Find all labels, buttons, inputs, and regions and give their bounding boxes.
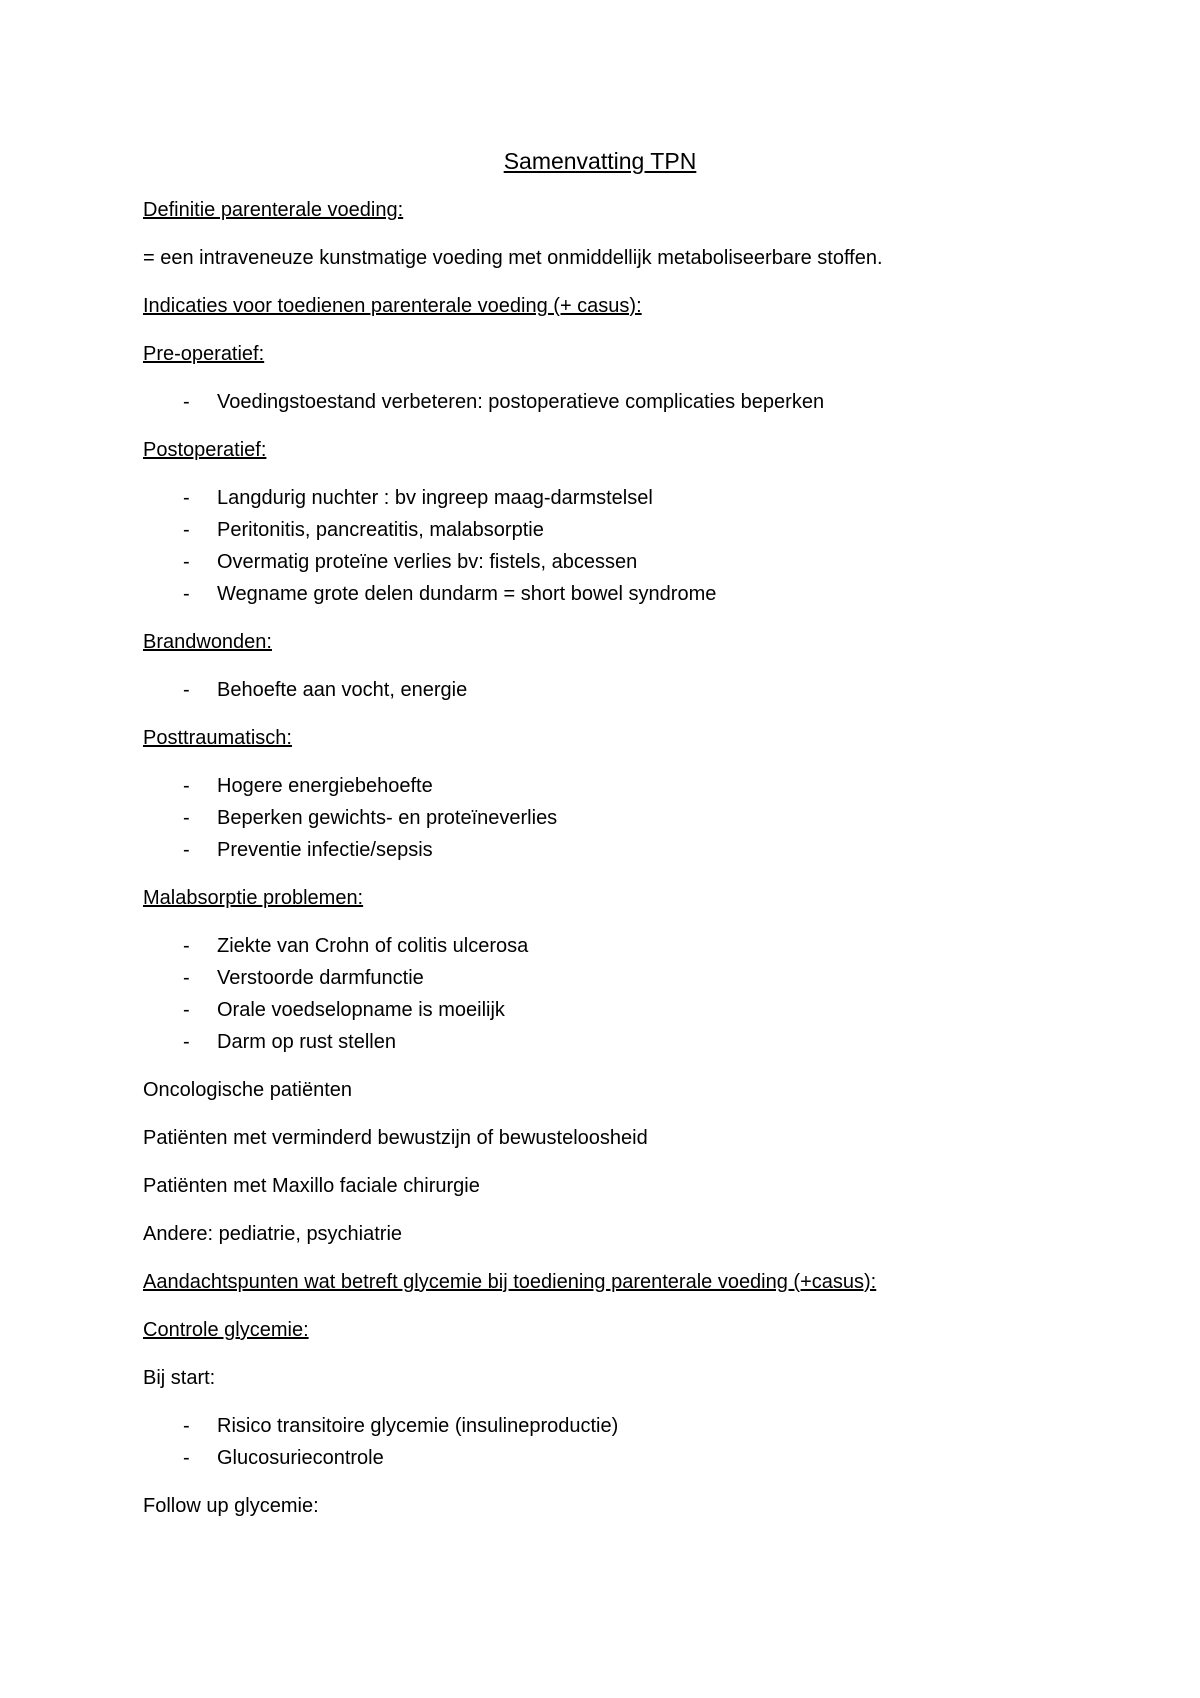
bullet-dash: -	[183, 679, 190, 701]
list-item: Darm op rust stellen	[217, 1031, 396, 1053]
bullet-dash: -	[183, 583, 190, 605]
bullet-dash: -	[183, 999, 190, 1021]
control-glycemia-heading: Controle glycemie:	[143, 1319, 309, 1341]
list-item: Peritonitis, pancreatitis, malabsorptie	[217, 519, 544, 541]
list-item: Behoefte aan vocht, energie	[217, 679, 468, 701]
definition-heading: Definitie parenterale voeding:	[143, 199, 404, 221]
list-item: Ziekte van Crohn of colitis ulcerosa	[217, 935, 529, 957]
burns-heading: Brandwonden:	[143, 631, 272, 653]
maxillo-line: Patiënten met Maxillo faciale chirurgie	[143, 1175, 480, 1197]
page-title: Samenvatting TPN	[503, 148, 697, 174]
bullet-dash: -	[183, 519, 190, 541]
malabsorption-heading: Malabsorptie problemen:	[143, 887, 364, 909]
postop-heading: Postoperatief:	[143, 439, 267, 461]
followup-label: Follow up glycemie:	[143, 1495, 319, 1517]
consciousness-line: Patiënten met verminderd bewustzijn of bewusteloosheid	[143, 1127, 648, 1149]
bullet-dash: -	[183, 1415, 190, 1437]
list-item: Overmatig proteïne verlies bv: fistels, abcessen	[217, 551, 638, 573]
list-item: Langdurig nuchter : bv ingreep maag-darmstelsel	[217, 487, 653, 509]
definition-text: = een intraveneuze kunstmatige voeding met onmiddellijk metaboliseerbare stoffen.	[143, 247, 883, 269]
list-item: Hogere energiebehoefte	[217, 775, 433, 797]
bullet-dash: -	[183, 775, 190, 797]
bullet-dash: -	[183, 487, 190, 509]
list-item: Orale voedselopname is moeilijk	[217, 999, 505, 1021]
start-label: Bij start:	[143, 1367, 216, 1389]
list-item: Verstoorde darmfunctie	[217, 967, 424, 989]
list-item: Risico transitoire glycemie (insulineproductie)	[217, 1415, 619, 1437]
oncology-line: Oncologische patiënten	[143, 1079, 353, 1101]
list-item: Glucosuriecontrole	[217, 1447, 384, 1469]
list-item: Wegname grote delen dundarm = short bowel syndrome	[217, 583, 717, 605]
preop-heading: Pre-operatief:	[143, 343, 265, 365]
list-item: Preventie infectie/sepsis	[217, 839, 433, 861]
bullet-dash: -	[183, 1031, 190, 1053]
bullet-dash: -	[183, 551, 190, 573]
bullet-dash: -	[183, 935, 190, 957]
bullet-dash: -	[183, 1447, 190, 1469]
bullet-dash: -	[183, 839, 190, 861]
list-item: Voedingstoestand verbeteren: postoperatieve complicaties beperken	[217, 391, 825, 413]
posttrauma-heading: Posttraumatisch:	[143, 727, 292, 749]
indications-heading: Indicaties voor toedienen parenterale voeding (+ casus):	[143, 295, 642, 317]
bullet-dash: -	[183, 391, 190, 413]
bullet-dash: -	[183, 967, 190, 989]
other-line: Andere: pediatrie, psychiatrie	[143, 1223, 403, 1245]
bullet-dash: -	[183, 807, 190, 829]
list-item: Beperken gewichts- en proteïneverlies	[217, 807, 558, 829]
glycemia-heading: Aandachtspunten wat betreft glycemie bij toediening parenterale voeding (+casus):	[143, 1271, 877, 1293]
